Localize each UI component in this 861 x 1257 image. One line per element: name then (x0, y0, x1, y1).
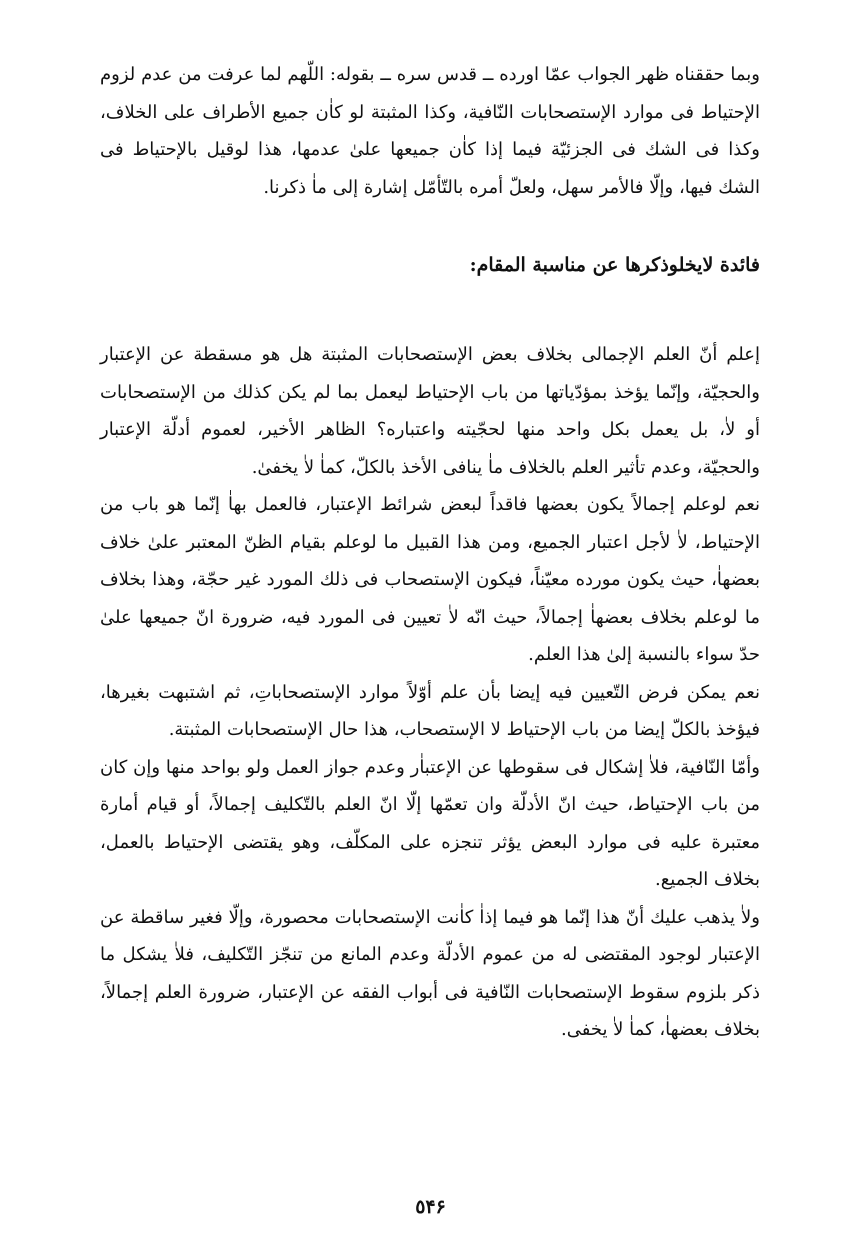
intro-paragraph: وبما حققناه ظهر الجواب عمّا اورده ــ قدس سره ــ بقوله: اللّهم لما عرفت من عدم لزوم الإحتياط فى موارد الإستصحابات النّافية، وكذا المثبتة لو كاٰن جميع الأطراف على الخلاف، وكذا فى الشك فى الجزئيّة فيما إذا كاٰن جميعها علىٰ عدمها، هذا لوقيل بالإحتياط فى الشك فيها، وإلّا فالأمر سهل، ولعلّ أمره بالتّأمّل إشارة إلى ماٰ ذكرنا. (100, 64, 760, 198)
paragraph-4: وأمّا النّافية، فلاٰ إشكال فى سقوطها عن الإعتباٰر وعدم جواز العمل ولو بواحد منها وإن كان من باب الإحتياط، حيث انّ الأدلّة وان تعمّها إلّا انّ العلم بالتّكليف إجمالاً، أو قيام أمارة معتبرة عليه فى موارد البعض يؤثر تنجزه على المكلّف، وهو يقتضى الإحتياط بالعمل، بخلاف الجميع. (100, 756, 760, 890)
paragraph-5: ولاٰ يذهب عليك أنّ هذا إنّما هو فيما إذاٰ كاٰنت الإستصحابات محصورة، وإلّا فغير ساقطة عن الإعتبار لوجود المقتضى له من عموم الأدلّة وعدم المانع من تنجّز التّكليف، فلاٰ يشكل ما ذكر بلزوم سقوط الإستصحابات النّافية فى أبواب الفقه عن الإعتبار، ضرورة العلم إجمالاً، بخلاف بعضهاٰ، كماٰ لاٰ يخفى. (100, 906, 760, 1040)
paragraph-3: نعم يمكن فرض التّعيين فيه إيضا بأن علم أوّلاً موارد الإستصحاباتِ، ثم اشتبهت بغيرها، فيؤخذ بالكلّ إيضا من باب الإحتياط لا الإستصحاب، هذا حال الإستصحابات المثبتة. (100, 681, 760, 740)
paragraph-1: إعلم أنّ العلم الإجمالى بخلاف بعض الإستصحابات المثبتة هل هو مسقطة عن الإعتبار والحجيّة، وإنّما يؤخذ بمؤدّياتها من باب الإحتياط ليعمل بما لم يكن كذلك من الإستصحابات أو لاٰ، بل يعمل بكل واحد منها لحجّيته واعتباره؟ الظاهر الأخير، لعموم أدلّة الإعتبار والحجيّة، وعدم تأثير العلم بالخلاف ماٰ ينافى الأخذ بالكلّ، كماٰ لاٰ يخفىٰ. (100, 344, 760, 478)
paragraph-2: نعم لوعلم إجمالاً يكون بعضها فاقداً لبعض شرائط الإعتبار، فالعمل بهاٰ إنّما هو باب من الإحتياط، لاٰ لأجل اعتبار الجميع، ومن هذا القبيل ما لوعلم بقيام الظنّ المعتبر علىٰ خلاف بعضهاٰ، حيث يكون مورده معيّناً، فيكون الإستصحاب فى ذلك المورد غير حجّة، وهذا بخلاف ما لوعلم بخلاف بعضهاٰ إجمالاً، حيث انّه لاٰ تعيين فى المورد فيه، ضرورة انّ جميعها علىٰ حدّ سواء بالنسبة إلىٰ هذا العلم. (100, 494, 760, 665)
main-text (100, 336, 760, 1049)
page-number: ٥۴۶ (415, 1196, 446, 1218)
section-heading: فائدة لايخلوذكرها عن مناسبة المقام: (469, 254, 760, 276)
